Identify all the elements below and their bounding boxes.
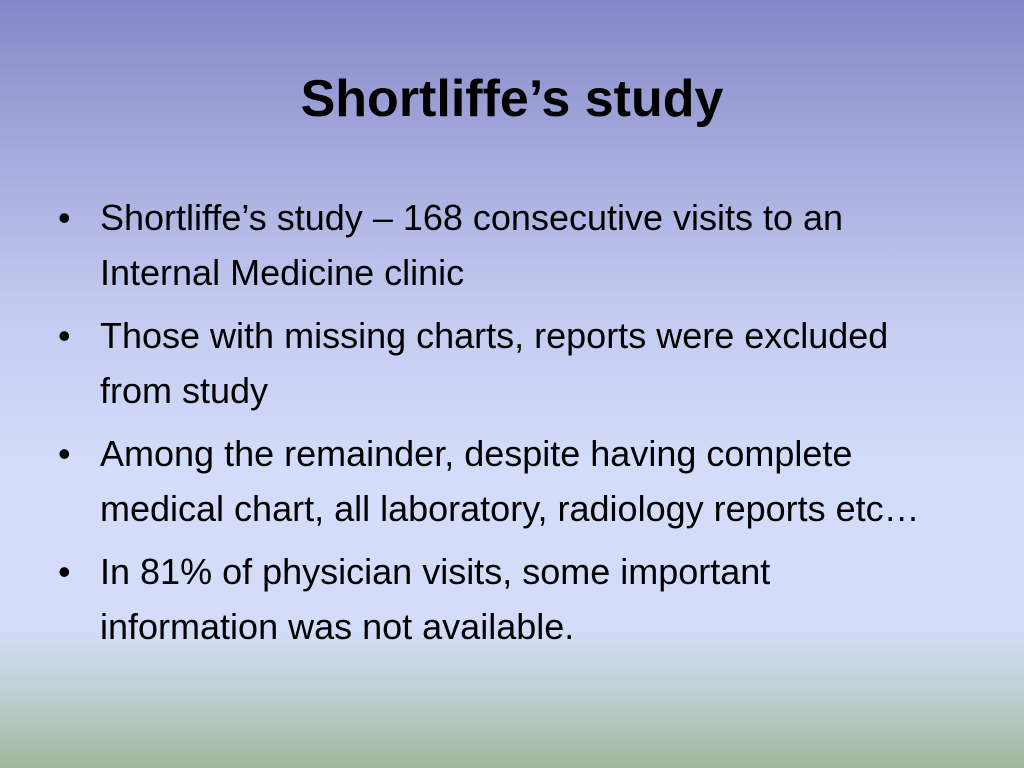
bullet-text: Shortliffe’s study – 168 consecutive visits to an Internal Medicine clinic bbox=[100, 197, 844, 293]
bullet-text: In 81% of physician visits, some important information was not available. bbox=[100, 551, 771, 647]
bullet-marker-icon: • bbox=[58, 197, 71, 238]
bullet-item bbox=[58, 190, 958, 300]
bullet-marker-icon: • bbox=[58, 551, 71, 592]
bullet-marker-icon: • bbox=[58, 433, 71, 474]
bullet-text: Among the remainder, despite having complete medical chart, all laboratory, radiology reports etc… bbox=[100, 433, 920, 529]
bullet-item bbox=[58, 544, 958, 654]
bullet-text: Those with missing charts, reports were excluded from study bbox=[100, 315, 889, 411]
bullet-list bbox=[58, 190, 958, 662]
bullet-item bbox=[58, 308, 958, 418]
bullet-marker-icon: • bbox=[58, 315, 71, 356]
bullet-item bbox=[58, 426, 958, 536]
slide-title: Shortliffe’s study bbox=[300, 70, 724, 128]
